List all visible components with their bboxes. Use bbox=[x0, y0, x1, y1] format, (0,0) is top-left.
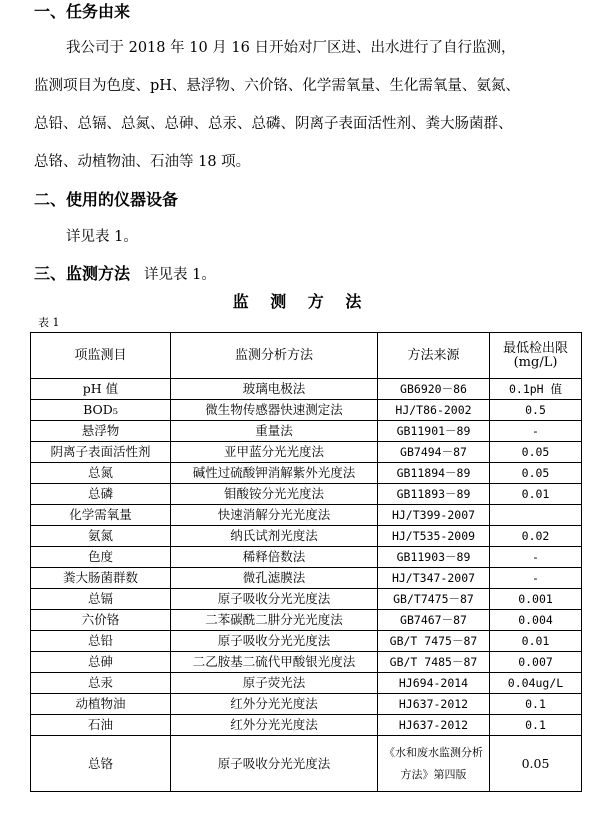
cell-source: HJ694-2014 bbox=[378, 673, 490, 694]
cell-source: HJ/T86-2002 bbox=[378, 400, 490, 421]
cell-item: 化学需氧量 bbox=[31, 505, 171, 526]
cell-source: GB/T7475－87 bbox=[378, 589, 490, 610]
cell-source: GB7494－87 bbox=[378, 442, 490, 463]
paragraph-line-3: 总铅、总镉、总氮、总砷、总汞、总磷、阴离子表面活性剂、粪大肠菌群、 bbox=[34, 116, 513, 132]
cell-item: 动植物油 bbox=[31, 694, 171, 715]
paragraph-line-4: 总铬、动植物油、石油等 18 项。 bbox=[34, 154, 251, 170]
cell-item: 悬浮物 bbox=[31, 421, 171, 442]
table-row bbox=[31, 715, 582, 736]
cell-item: 粪大肠菌群数 bbox=[31, 568, 171, 589]
cell-method: 碱性过硫酸钾消解紫外光度法 bbox=[171, 463, 378, 484]
cell-source: GB/T 7485－87 bbox=[378, 652, 490, 673]
cell-source: GB/T 7475－87 bbox=[378, 631, 490, 652]
cell-source: GB11893－89 bbox=[378, 484, 490, 505]
table-label: 表 1 bbox=[38, 316, 60, 329]
cell-method: 原子吸收分光光度法 bbox=[171, 631, 378, 652]
table-row bbox=[31, 589, 582, 610]
cell-limit: 0.05 bbox=[490, 736, 582, 792]
table-row bbox=[31, 484, 582, 505]
table-row bbox=[31, 463, 582, 484]
cell-limit: 0.004 bbox=[490, 610, 582, 631]
cell-method: 原子吸收分光光度法 bbox=[171, 589, 378, 610]
table-row bbox=[31, 547, 582, 568]
cell-item: 总砷 bbox=[31, 652, 171, 673]
paragraph-line-1: 我公司于 2018 年 10 月 16 日开始对厂区进、出水进行了自行监测， bbox=[66, 40, 516, 56]
table-title: 监 测 方 法 bbox=[232, 292, 370, 311]
cell-item: 阴离子表面活性剂 bbox=[31, 442, 171, 463]
cell-source: GB11894－89 bbox=[378, 463, 490, 484]
section-heading-3 bbox=[34, 264, 216, 285]
cell-method: 原子吸收分光光度法 bbox=[171, 736, 378, 792]
cell-method: 二苯碳酰二肼分光光度法 bbox=[171, 610, 378, 631]
cell-item: 总汞 bbox=[31, 673, 171, 694]
section-heading-2: 二、使用的仪器设备 bbox=[34, 190, 179, 209]
cell-limit: 0.1pH 值 bbox=[490, 379, 582, 400]
cell-limit: 0.1 bbox=[490, 694, 582, 715]
table-row bbox=[31, 400, 582, 421]
cell-method: 原子荧光法 bbox=[171, 673, 378, 694]
section-heading-3-title: 三、监测方法 bbox=[34, 264, 131, 283]
table-header-row bbox=[31, 333, 582, 379]
cell-method: 钼酸铵分光光度法 bbox=[171, 484, 378, 505]
cell-source: HJ/T535-2009 bbox=[378, 526, 490, 547]
header-source: 方法来源 bbox=[378, 333, 490, 379]
cell-limit bbox=[490, 505, 582, 526]
table-row bbox=[31, 652, 582, 673]
monitoring-methods-table bbox=[30, 332, 582, 792]
header-method: 监测分析方法 bbox=[171, 333, 378, 379]
cell-limit: 0.1 bbox=[490, 715, 582, 736]
cell-method: 微生物传感器快速测定法 bbox=[171, 400, 378, 421]
cell-method: 快速消解分光光度法 bbox=[171, 505, 378, 526]
cell-item: pH 值 bbox=[31, 379, 171, 400]
cell-item: 总铅 bbox=[31, 631, 171, 652]
table-row bbox=[31, 736, 582, 792]
table-row bbox=[31, 526, 582, 547]
table-row bbox=[31, 505, 582, 526]
cell-method: 纳氏试剂光度法 bbox=[171, 526, 378, 547]
cell-limit: - bbox=[490, 547, 582, 568]
cell-source: HJ/T399-2007 bbox=[378, 505, 490, 526]
cell-source: GB11901－89 bbox=[378, 421, 490, 442]
header-item: 项监测目 bbox=[31, 333, 171, 379]
cell-method: 亚甲蓝分光光度法 bbox=[171, 442, 378, 463]
cell-limit: 0.5 bbox=[490, 400, 582, 421]
cell-method: 重量法 bbox=[171, 421, 378, 442]
cell-source: GB7467－87 bbox=[378, 610, 490, 631]
cell-item: 总铬 bbox=[31, 736, 171, 792]
cell-item: 色度 bbox=[31, 547, 171, 568]
cell-limit: 0.05 bbox=[490, 463, 582, 484]
cell-item: 总氮 bbox=[31, 463, 171, 484]
cell-limit: 0.007 bbox=[490, 652, 582, 673]
cell-item: 六价铬 bbox=[31, 610, 171, 631]
cell-limit: - bbox=[490, 421, 582, 442]
cell-source: GB11903－89 bbox=[378, 547, 490, 568]
cell-source: GB6920－86 bbox=[378, 379, 490, 400]
paragraph-line-2: 监测项目为色度、pH、悬浮物、六价铬、化学需氧量、生化需氧量、氨氮、 bbox=[34, 78, 520, 94]
cell-limit: 0.001 bbox=[490, 589, 582, 610]
cell-source: HJ637-2012 bbox=[378, 715, 490, 736]
table-row bbox=[31, 568, 582, 589]
cell-method: 二乙胺基二硫代甲酸银光度法 bbox=[171, 652, 378, 673]
header-limit: 最低检出限(mg/L) bbox=[490, 333, 582, 379]
cell-method: 稀释倍数法 bbox=[171, 547, 378, 568]
cell-method: 微孔滤膜法 bbox=[171, 568, 378, 589]
cell-method: 红外分光光度法 bbox=[171, 694, 378, 715]
cell-limit: 0.02 bbox=[490, 526, 582, 547]
section-heading-1: 一、任务由来 bbox=[34, 2, 131, 21]
cell-item: 总镉 bbox=[31, 589, 171, 610]
cell-item: 石油 bbox=[31, 715, 171, 736]
cell-limit: 0.04ug/L bbox=[490, 673, 582, 694]
cell-limit: - bbox=[490, 568, 582, 589]
table-row bbox=[31, 379, 582, 400]
cell-method: 玻璃电极法 bbox=[171, 379, 378, 400]
equipment-note: 详见表 1。 bbox=[66, 229, 138, 245]
table-row bbox=[31, 673, 582, 694]
table-row bbox=[31, 631, 582, 652]
cell-item: 总磷 bbox=[31, 484, 171, 505]
table-row bbox=[31, 442, 582, 463]
cell-item: 氨氮 bbox=[31, 526, 171, 547]
cell-source: 《水和废水监测分析方法》第四版 bbox=[378, 736, 490, 792]
cell-method: 红外分光光度法 bbox=[171, 715, 378, 736]
table-row bbox=[31, 421, 582, 442]
cell-limit: 0.05 bbox=[490, 442, 582, 463]
cell-source: HJ/T347-2007 bbox=[378, 568, 490, 589]
cell-item: BOD₅ bbox=[31, 400, 171, 421]
cell-source: HJ637-2012 bbox=[378, 694, 490, 715]
table-row bbox=[31, 694, 582, 715]
cell-limit: 0.01 bbox=[490, 631, 582, 652]
table-row bbox=[31, 610, 582, 631]
method-note: 详见表 1。 bbox=[144, 267, 216, 283]
cell-limit: 0.01 bbox=[490, 484, 582, 505]
table-body bbox=[31, 379, 582, 792]
